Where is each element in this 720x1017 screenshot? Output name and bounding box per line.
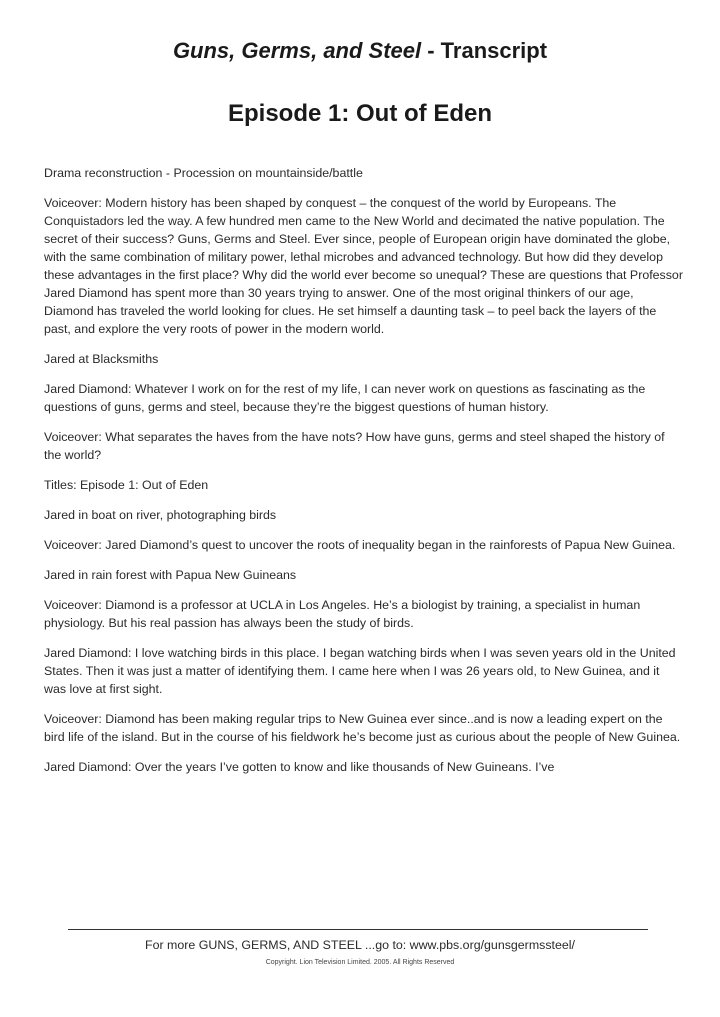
voiceover-paragraph: Voiceover: Diamond is a professor at UCLA in Los Angeles. He’s a biologist by training, a specialist in human physiology. But his real passion has always been the study of birds. xyxy=(44,598,641,630)
stage-direction: Jared at Blacksmiths xyxy=(44,352,159,366)
episode-heading: Episode 1: Out of Eden xyxy=(227,100,492,127)
stage-direction: Drama reconstruction - Procession on mountainside/battle xyxy=(44,166,363,180)
title-block xyxy=(0,36,720,130)
voiceover-paragraph: Voiceover: Diamond has been making regular trips to New Guinea ever since..and is now a leading expert on the bird life of the island. But in the course of his fieldwork he’s become just as curious about the people of New Guinea. xyxy=(44,712,681,744)
title-italic: Guns, Germs, and Steel xyxy=(172,38,422,63)
stage-direction: Jared in rain forest with Papua New Guineans xyxy=(44,568,297,582)
footer-divider xyxy=(68,929,648,930)
document-title xyxy=(0,36,720,66)
dialogue-paragraph: Jared Diamond: I love watching birds in this place. I began watching birds when I was seven years old in the United States. Then it was just a matter of identifying them. I came here when I was 26 years old, to New Guinea, and it was love at first sight. xyxy=(44,646,676,696)
voiceover-paragraph: Voiceover: What separates the haves from the have nots? How have guns, germs and steel shaped the history of the world? xyxy=(44,430,665,462)
footer-link-text: For more GUNS, GERMS, AND STEEL ...go to: www.pbs.org/gunsgermssteel/ xyxy=(145,938,575,952)
dialogue-paragraph: Jared Diamond: Over the years I’ve gotten to know and like thousands of New Guineans. I’ve xyxy=(44,760,555,774)
transcript-body xyxy=(44,164,684,788)
voiceover-paragraph: Voiceover: Modern history has been shaped by conquest – the conquest of the world by Europeans. The Conquistadors led the way. A few hundred men came to the New World and decimated the native population. The secret of their success? Guns, Germs and Steel. Ever since, people of European origin have dominated the globe, with the same combination of military power, lethal microbes and advanced technology. But how did they develop these advantages in the first place? Why did the world ever become so unequal? These are questions that Professor Jared Diamond has spent more than 30 years trying to answer. One of the most original thinkers of our age, Diamond has traveled the world looking for clues. He set himself a daunting task – to peel back the layers of the past, and explore the very roots of power in the modern world. xyxy=(44,196,683,336)
voiceover-paragraph: Voiceover: Jared Diamond’s quest to uncover the roots of inequality began in the rainforests of Papua New Guinea. xyxy=(44,538,676,552)
title-suffix: - Transcript xyxy=(421,38,548,63)
copyright-notice: Copyright. Lion Television Limited. 2005. All Rights Reserved xyxy=(265,959,455,966)
stage-direction: Jared in boat on river, photographing birds xyxy=(44,508,277,522)
dialogue-paragraph: Jared Diamond: Whatever I work on for the rest of my life, I can never work on questions as fascinating as the questions of guns, germs and steel, because they’re the biggest questions of human history. xyxy=(44,382,646,414)
titles-line: Titles: Episode 1: Out of Eden xyxy=(44,478,209,492)
